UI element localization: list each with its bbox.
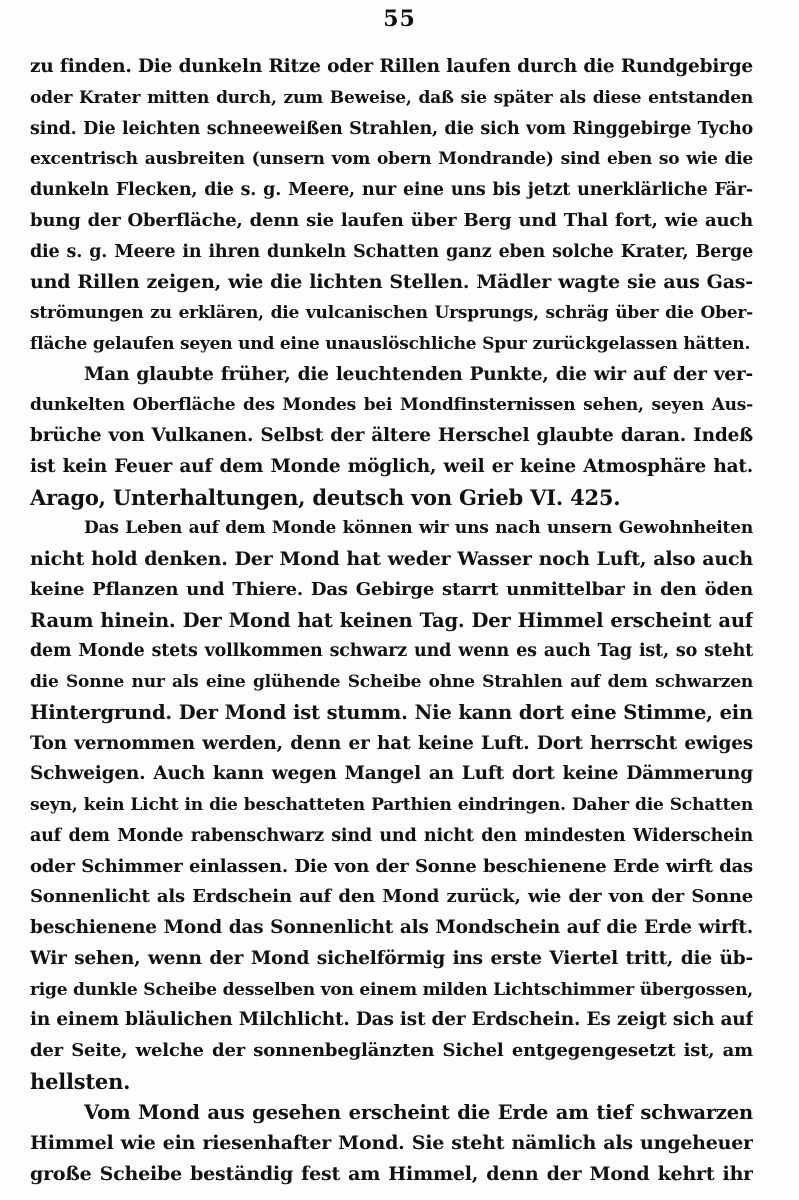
text-line: Wir sehen, wenn der Mond sichelförmig ins erste Viertel tritt, die üb- <box>30 947 753 969</box>
text-line: Himmel wie ein riesenhafter Mond. Sie steht nämlich als ungeheuer <box>30 1132 753 1155</box>
text-line: Hintergrund. Der Mond ist stumm. Nie kann dort eine Stimme, ein <box>30 700 753 724</box>
text-line: strömungen zu erklären, die vulcanischen Ursprungs, schräg über die Ober- <box>30 303 753 323</box>
text-line: brüche von Vulkanen. Selbst der ältere Herschel glaubte daran. Indeß <box>30 425 753 446</box>
paragraph-earth-from-moon <box>30 1098 753 1190</box>
text-line: Das Leben auf dem Monde können wir uns nach unsern Gewohnheiten <box>84 518 753 539</box>
text-line: Raum hinein. Der Mond hat keinen Tag. Der Himmel erscheint auf <box>30 608 753 632</box>
text-line: keine Pflanzen und Thiere. Das Gebirge starrt unmittelbar in den öden <box>30 578 753 600</box>
text-line: rige dunkle Scheibe desselben von einem milden Lichtschimmer übergossen, <box>30 979 753 1000</box>
page-number: 55 <box>383 6 416 32</box>
text-line: fläche gelaufen seyen und eine unauslöschliche Spur zurückgelassen hätten. <box>30 333 751 354</box>
text-line: Schweigen. Auch kann wegen Mangel an Luft dort keine Dämmerung <box>30 763 753 785</box>
text-line: auf dem Monde rabenschwarz sind und nicht den mindesten Widerschein <box>30 825 753 846</box>
text-line: die s. g. Meere in ihren dunkeln Schatten ganz eben solche Krater, Berge <box>30 241 753 262</box>
text-line: dunkeln Flecken, die s. g. Meere, nur eine uns bis jetzt unerklärliche Fär- <box>30 180 753 200</box>
text-line: Sonnenlicht als Erdschein auf den Mond zurück, wie der von der Sonne <box>30 886 753 908</box>
body-text <box>30 52 753 1190</box>
text-line: der Seite, welche der sonnenbeglänzten Sichel entgegengesetzt ist, am <box>30 1040 753 1061</box>
text-line: ist kein Feuer auf dem Monde möglich, weil er keine Atmosphäre hat. <box>30 455 753 477</box>
text-line: die Sonne nur als eine glühende Scheibe ohne Strahlen auf dem schwarzen <box>30 672 753 692</box>
text-line: Ton vernommen werden, denn er hat keine Luft. Dort herrscht ewiges <box>30 732 753 754</box>
paragraph-volcanoes <box>30 360 753 514</box>
text-line: excentrisch ausbreiten (unsern vom obern Mondrande) sind eben so wie die <box>30 149 753 170</box>
text-line: dem Monde stets vollkommen schwarz und wenn es auch Tag ist, so steht <box>30 641 753 662</box>
text-line: seyn, kein Licht in die beschatteten Parthien eindringen. Daher die Schatten <box>30 795 753 815</box>
text-line: bung der Oberfläche, denn sie laufen über Berg und Thal fort, wie auch <box>30 209 753 231</box>
text-line: Arago, Unterhaltungen, deutsch von Grieb VI. 425. <box>30 484 621 510</box>
paragraph-life-on-moon <box>30 513 753 1097</box>
text-line: beschienene Mond das Sonnenlicht als Mondschein auf die Erde wirft. <box>30 917 753 938</box>
text-line: Man glaubte früher, die leuchtenden Punkte, die wir auf der ver- <box>84 363 753 385</box>
text-line: große Scheibe beständig fest am Himmel, denn der Mond kehrt ihr <box>30 1163 753 1185</box>
text-line: sind. Die leichten schneeweißen Strahlen, die sich vom Ringgebirge Tycho <box>30 118 753 139</box>
text-line: Vom Mond aus gesehen erscheint die Erde am tief schwarzen <box>84 1100 753 1124</box>
text-line: in einem bläulichen Milchlicht. Das ist der Erdschein. Es zeigt sich auf <box>30 1009 753 1031</box>
text-line: und Rillen zeigen, wie die lichten Stellen. Mädler wagte sie aus Gas- <box>30 271 753 294</box>
text-line: oder Schimmer einlassen. Die von der Sonne beschienene Erde wirft das <box>30 855 753 877</box>
text-line: dunkelten Oberfläche des Mondes bei Mondfinsternissen sehen, seyen Aus- <box>30 395 753 416</box>
text-line: zu finden. Die dunkeln Ritze oder Rillen laufen durch die Rundgebirge <box>30 56 753 77</box>
text-line: hellsten. <box>30 1068 131 1094</box>
text-line: nicht hold denken. Der Mond hat weder Wasser noch Luft, also auch <box>30 548 753 570</box>
text-line: oder Krater mitten durch, zum Beweise, daß sie später als diese entstanden <box>30 87 753 108</box>
paragraph-lunar-rilles <box>30 52 753 360</box>
